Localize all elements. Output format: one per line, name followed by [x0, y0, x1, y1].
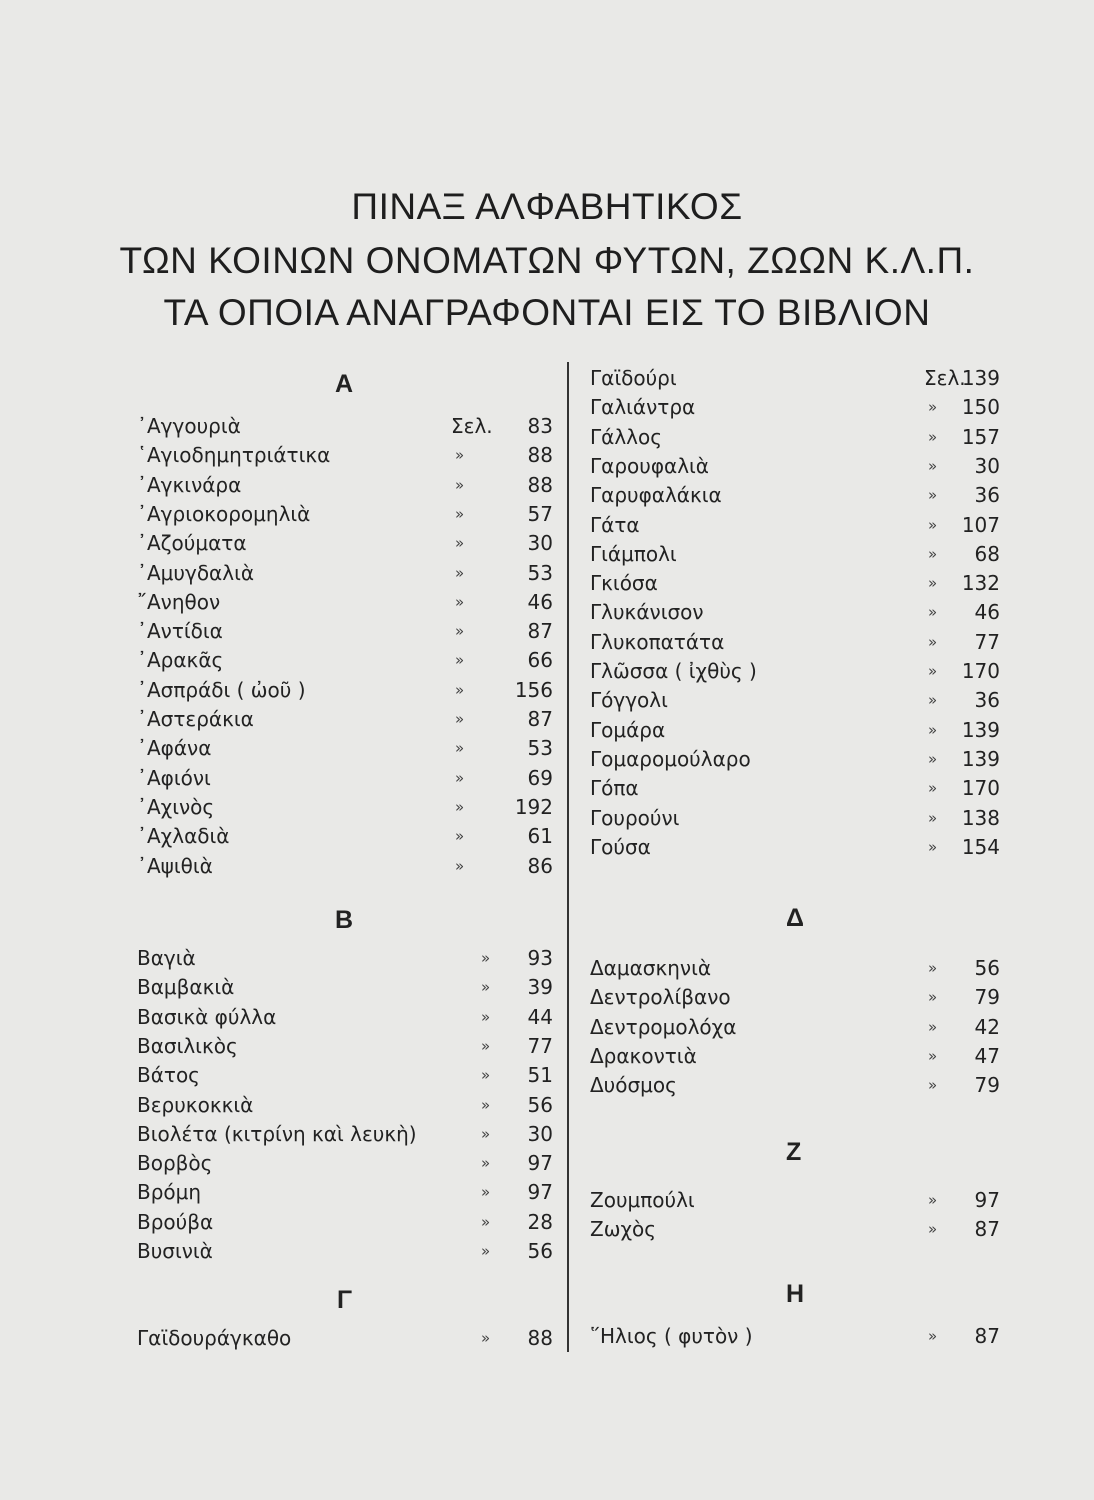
- index-entry: [590, 686, 1002, 715]
- entry-name: Γούσα: [590, 834, 651, 859]
- entry-name: Γαϊδούρι: [590, 366, 677, 390]
- entry-name: Γάλλος: [590, 424, 662, 449]
- entry-name: Ζωχὸς: [590, 1217, 656, 1242]
- entry-name: Δαμασκηνιὰ: [590, 956, 712, 980]
- index-entry: [137, 500, 555, 529]
- entry-ditto-mark: »: [928, 749, 938, 768]
- entry-page-number: 107: [961, 512, 1000, 537]
- entry-ditto-mark: »: [928, 456, 938, 475]
- index-entry: [590, 364, 1002, 393]
- section-letter-section-z: Ζ: [786, 1138, 802, 1166]
- entry-page-number: 44: [527, 1004, 553, 1029]
- entry-ditto-mark: »: [481, 1212, 491, 1231]
- entry-name: Γκιόσα: [590, 571, 658, 596]
- entry-page-number: 79: [974, 1073, 1000, 1098]
- index-entry: [137, 617, 555, 646]
- index-entry: [590, 511, 1002, 540]
- entry-page-number: 30: [527, 531, 553, 556]
- entry-name: ᾿Αστεράκια: [137, 707, 254, 731]
- entry-ditto-mark: »: [928, 1046, 938, 1065]
- entry-name: Βρούβα: [137, 1209, 214, 1234]
- entry-name: ᾿Αγγουριὰ: [137, 414, 241, 438]
- index-entry: [137, 944, 555, 973]
- section-letter-section-g: Γ: [337, 1286, 353, 1314]
- entry-page-number: 56: [974, 956, 1000, 980]
- entry-page-number: 30: [974, 453, 1000, 478]
- entry-ditto-mark: »: [928, 808, 938, 827]
- entry-page-number: 51: [527, 1063, 553, 1088]
- index-entry: [590, 983, 1002, 1012]
- entry-ditto-mark: »: [928, 1191, 938, 1209]
- entry-name: ῎Ανηθον: [137, 589, 221, 614]
- index-entry: [137, 764, 555, 793]
- entry-ditto-mark: »: [481, 1036, 491, 1055]
- entry-ditto-mark: »: [481, 1066, 491, 1085]
- entry-ditto-mark: »: [928, 779, 938, 798]
- entry-name: Γάτα: [590, 512, 640, 537]
- entry-ditto-mark: »: [455, 710, 465, 728]
- entry-page-number: 47: [974, 1043, 1000, 1068]
- entry-ditto-mark: »: [481, 978, 491, 997]
- entry-name: Βαγιὰ: [137, 946, 196, 970]
- entry-name: ᾿Αφιόνι: [137, 765, 211, 790]
- entry-name: Βρόμη: [137, 1180, 202, 1205]
- entry-page-number: 156: [514, 677, 553, 702]
- entry-page-number: 46: [527, 589, 553, 614]
- entry-ditto-mark: »: [481, 1329, 491, 1347]
- entry-name: Δεντρομολόχα: [590, 1014, 737, 1039]
- index-entry: [137, 973, 555, 1002]
- entry-page-number: 88: [527, 443, 553, 468]
- entry-name: ᾿Αζούματα: [137, 531, 247, 556]
- entry-page-number: 66: [527, 648, 553, 673]
- entry-page-number: 93: [527, 946, 553, 970]
- entry-ditto-mark: »: [455, 504, 465, 523]
- entry-page-number: 28: [527, 1209, 553, 1234]
- entry-page-number: 39: [527, 975, 553, 1000]
- entry-ditto-mark: »: [928, 486, 938, 505]
- entry-ditto-mark: »: [481, 1007, 491, 1026]
- index-entry: [137, 471, 555, 500]
- entry-name: Γουρούνι: [590, 805, 680, 830]
- index-entry: [590, 569, 1002, 598]
- entry-name: Γιάμπολι: [590, 541, 677, 566]
- entry-name: ᾿Αψιθιὰ: [137, 853, 213, 878]
- index-entry: [590, 1013, 1002, 1042]
- section-letter-section-h: Η: [786, 1280, 805, 1308]
- entry-name: Γλυκοπατάτα: [590, 629, 725, 654]
- entry-ditto-mark: »: [928, 1327, 938, 1345]
- entry-ditto-mark: »: [928, 398, 938, 417]
- entry-page-number: 53: [527, 736, 553, 761]
- entry-page-number: 97: [527, 1180, 553, 1205]
- section-letter-section-a: Α: [335, 370, 354, 398]
- entry-page-number: 46: [974, 600, 1000, 625]
- entry-page-number: 170: [961, 659, 1000, 683]
- entry-ditto-mark: »: [455, 827, 465, 846]
- entry-name: Γομαρομούλαρο: [590, 746, 751, 771]
- entry-ditto-mark: »: [455, 856, 465, 875]
- entry-page-number: 154: [961, 834, 1000, 859]
- entry-ditto-mark: »: [455, 622, 465, 641]
- entry-ditto-mark: »: [481, 1183, 491, 1202]
- index-entry: [137, 588, 555, 617]
- entry-page-number: 97: [974, 1188, 1000, 1212]
- entry-name: Γαλιάντρα: [590, 395, 696, 420]
- entry-ditto-mark: »: [928, 632, 938, 651]
- entry-page-number: 79: [974, 985, 1000, 1010]
- entry-page-number: 87: [527, 619, 553, 644]
- index-entry: [590, 540, 1002, 569]
- index-entry: [590, 954, 1002, 983]
- entry-page-number: 86: [527, 853, 553, 878]
- entry-page-number: 132: [961, 571, 1000, 596]
- entry-page-number: 170: [961, 776, 1000, 801]
- entry-name: ᾿Αμυγδαλιὰ: [137, 560, 255, 585]
- index-entry: [590, 1215, 1002, 1244]
- index-entry: [137, 705, 555, 734]
- index-entry: [137, 1061, 555, 1090]
- entry-name: Γλῶσσα ( ἰχθὺς ): [590, 659, 757, 683]
- entry-page-number: 150: [961, 395, 1000, 420]
- entry-name: Γαρυφαλάκια: [590, 483, 722, 508]
- entry-ditto-mark: »: [928, 574, 938, 593]
- entry-name: Δεντρολίβανο: [590, 985, 731, 1010]
- entry-ditto-mark: »: [928, 1017, 938, 1036]
- entry-name: Γόγγολι: [590, 688, 668, 713]
- entry-ditto-mark: »: [455, 651, 465, 670]
- entry-ditto-mark: »: [455, 534, 465, 553]
- index-entry: [137, 559, 555, 588]
- entry-ditto-mark: »: [928, 662, 938, 680]
- entry-page-number: 138: [961, 805, 1000, 830]
- index-entry: [137, 852, 555, 881]
- entry-page-number: 68: [974, 541, 1000, 566]
- entry-name: Βερυκοκκιὰ: [137, 1092, 254, 1117]
- column-divider: [567, 362, 569, 1352]
- index-entry: [590, 452, 1002, 481]
- entry-ditto-mark: »: [455, 563, 465, 582]
- entry-page-number: 192: [514, 794, 553, 819]
- entry-page-number: 77: [527, 1033, 553, 1058]
- entry-ditto-mark: »: [455, 768, 465, 787]
- entry-ditto-mark: »: [928, 837, 938, 856]
- index-entry: [137, 1208, 555, 1237]
- index-entry: [590, 833, 1002, 862]
- entry-name: Βυσινιὰ: [137, 1239, 213, 1263]
- entry-name: Δυόσμος: [590, 1073, 677, 1098]
- index-entry: [590, 393, 1002, 422]
- index-entry: [590, 745, 1002, 774]
- entry-ditto-mark: Σελ.: [924, 366, 966, 390]
- entry-page-number: 139: [961, 366, 1000, 390]
- index-title-line-3: ΤΑ ΟΠΟΙΑ ΑΝΑΓΡΑΦΟΝΤΑΙ ΕΙΣ ΤΟ ΒΙΒΛΙΟΝ: [163, 292, 931, 333]
- entry-ditto-mark: »: [928, 959, 938, 977]
- section-letter-section-b: Β: [335, 906, 354, 934]
- entry-name: Δρακοντιὰ: [590, 1043, 697, 1068]
- entry-page-number: 97: [527, 1151, 553, 1176]
- index-entry: [590, 774, 1002, 803]
- section-letter-section-d: Δ: [786, 904, 804, 932]
- entry-name: ᾿Αρακᾶς: [137, 648, 224, 673]
- entry-name: Γομάρα: [590, 717, 666, 742]
- index-entry: [590, 598, 1002, 627]
- index-entry: [137, 734, 555, 763]
- index-entry: [590, 1071, 1002, 1100]
- entry-name: Γαρουφαλιὰ: [590, 453, 709, 478]
- entry-ditto-mark: »: [928, 603, 938, 622]
- entry-ditto-mark: »: [455, 739, 465, 758]
- index-entry: [137, 822, 555, 851]
- index-entry: [137, 1091, 555, 1120]
- entry-page-number: 87: [527, 707, 553, 731]
- entry-page-number: 36: [974, 483, 1000, 508]
- entry-name: Βάτος: [137, 1063, 200, 1088]
- index-entry: [590, 657, 1002, 686]
- index-entry: [137, 676, 555, 705]
- index-entry: [137, 1178, 555, 1207]
- entry-name: Βαμβακιὰ: [137, 975, 235, 1000]
- entry-ditto-mark: »: [928, 1220, 938, 1239]
- entry-page-number: 83: [527, 414, 553, 438]
- entry-ditto-mark: »: [481, 949, 491, 967]
- index-title-line-2: ΤΩΝ ΚΟΙΝΩΝ ΟΝΟΜΑΤΩΝ ΦΥΤΩΝ, ΖΩΩΝ Κ.Λ.Π.: [119, 240, 975, 281]
- index-entry: [137, 529, 555, 558]
- index-entry: [137, 1149, 555, 1178]
- entry-page-number: 30: [527, 1121, 553, 1146]
- entry-page-number: 87: [974, 1324, 1000, 1348]
- entry-page-number: 42: [974, 1014, 1000, 1039]
- entry-name: Βασιλικὸς: [137, 1033, 238, 1058]
- index-entry: [137, 1237, 555, 1266]
- entry-ditto-mark: »: [928, 427, 938, 446]
- index-entry: [137, 1032, 555, 1061]
- entry-page-number: 53: [527, 560, 553, 585]
- entry-page-number: 87: [974, 1217, 1000, 1242]
- entry-page-number: 77: [974, 629, 1000, 654]
- entry-page-number: 69: [527, 765, 553, 790]
- entry-page-number: 56: [527, 1239, 553, 1263]
- index-entry: [590, 481, 1002, 510]
- index-title-line-1: ΠΙΝΑΞ ΑΛΦΑΒΗΤΙΚΟΣ: [351, 186, 743, 227]
- entry-name: ᾿Αγριοκορομηλιὰ: [137, 501, 311, 526]
- entry-page-number: 157: [961, 424, 1000, 449]
- entry-ditto-mark: »: [481, 1154, 491, 1173]
- entry-ditto-mark: »: [928, 720, 938, 739]
- entry-name: ᾿Αγκινάρα: [137, 472, 242, 497]
- entry-name: ᾿Ασπράδι ( ὠοῦ ): [137, 677, 306, 702]
- entry-name: Βιολέτα (κιτρίνη καὶ λευκὴ): [137, 1121, 417, 1146]
- entry-page-number: 57: [527, 501, 553, 526]
- index-entry: [590, 1042, 1002, 1071]
- index-entry: [590, 716, 1002, 745]
- index-entry: [137, 1003, 555, 1032]
- entry-ditto-mark: »: [928, 515, 938, 534]
- entry-name: Γαϊδουράγκαθο: [137, 1326, 292, 1350]
- entry-page-number: 139: [961, 746, 1000, 771]
- entry-page-number: 88: [527, 472, 553, 497]
- entry-page-number: 88: [527, 1326, 553, 1350]
- index-entry: [137, 1120, 555, 1149]
- entry-name: ῾Αγιοδημητριάτικα: [137, 443, 331, 468]
- entry-name: ᾿Αφάνα: [137, 736, 212, 761]
- entry-name: ῞Ηλιος ( φυτὸν ): [590, 1324, 753, 1348]
- entry-ditto-mark: »: [928, 1076, 938, 1095]
- index-entry: [590, 628, 1002, 657]
- index-entry: [590, 1322, 1002, 1351]
- entry-ditto-mark: »: [455, 680, 465, 699]
- entry-name: Γλυκάνισον: [590, 600, 704, 625]
- entry-ditto-mark: »: [928, 988, 938, 1007]
- index-entry: [590, 1186, 1002, 1215]
- entry-page-number: 56: [527, 1092, 553, 1117]
- entry-name: Γόπα: [590, 776, 639, 801]
- entry-ditto-mark: »: [928, 691, 938, 710]
- entry-name: ᾿Αντίδια: [137, 619, 223, 644]
- entry-ditto-mark: »: [928, 544, 938, 563]
- entry-ditto-mark: »: [455, 475, 465, 494]
- index-entry: [590, 423, 1002, 452]
- index-entry: [137, 646, 555, 675]
- entry-ditto-mark: »: [481, 1124, 491, 1143]
- index-entry: [137, 793, 555, 822]
- entry-ditto-mark: »: [481, 1095, 491, 1114]
- entry-ditto-mark: »: [455, 446, 465, 465]
- entry-ditto-mark: »: [481, 1242, 491, 1260]
- index-entry: [137, 441, 555, 470]
- entry-name: ᾿Αχλαδιὰ: [137, 824, 230, 849]
- entry-ditto-mark: Σελ.: [451, 414, 493, 438]
- entry-ditto-mark: »: [455, 592, 465, 611]
- index-entry: [137, 412, 555, 441]
- index-entry: [590, 804, 1002, 833]
- entry-name: Ζουμπούλι: [590, 1188, 695, 1212]
- entry-name: ᾿Αχινὸς: [137, 794, 215, 819]
- entry-name: Βασικὰ φύλλα: [137, 1004, 277, 1029]
- entry-name: Βορβὸς: [137, 1151, 213, 1176]
- entry-ditto-mark: »: [455, 797, 465, 816]
- entry-page-number: 61: [527, 824, 553, 849]
- entry-page-number: 36: [974, 688, 1000, 713]
- index-entry: [137, 1324, 555, 1353]
- entry-page-number: 139: [961, 717, 1000, 742]
